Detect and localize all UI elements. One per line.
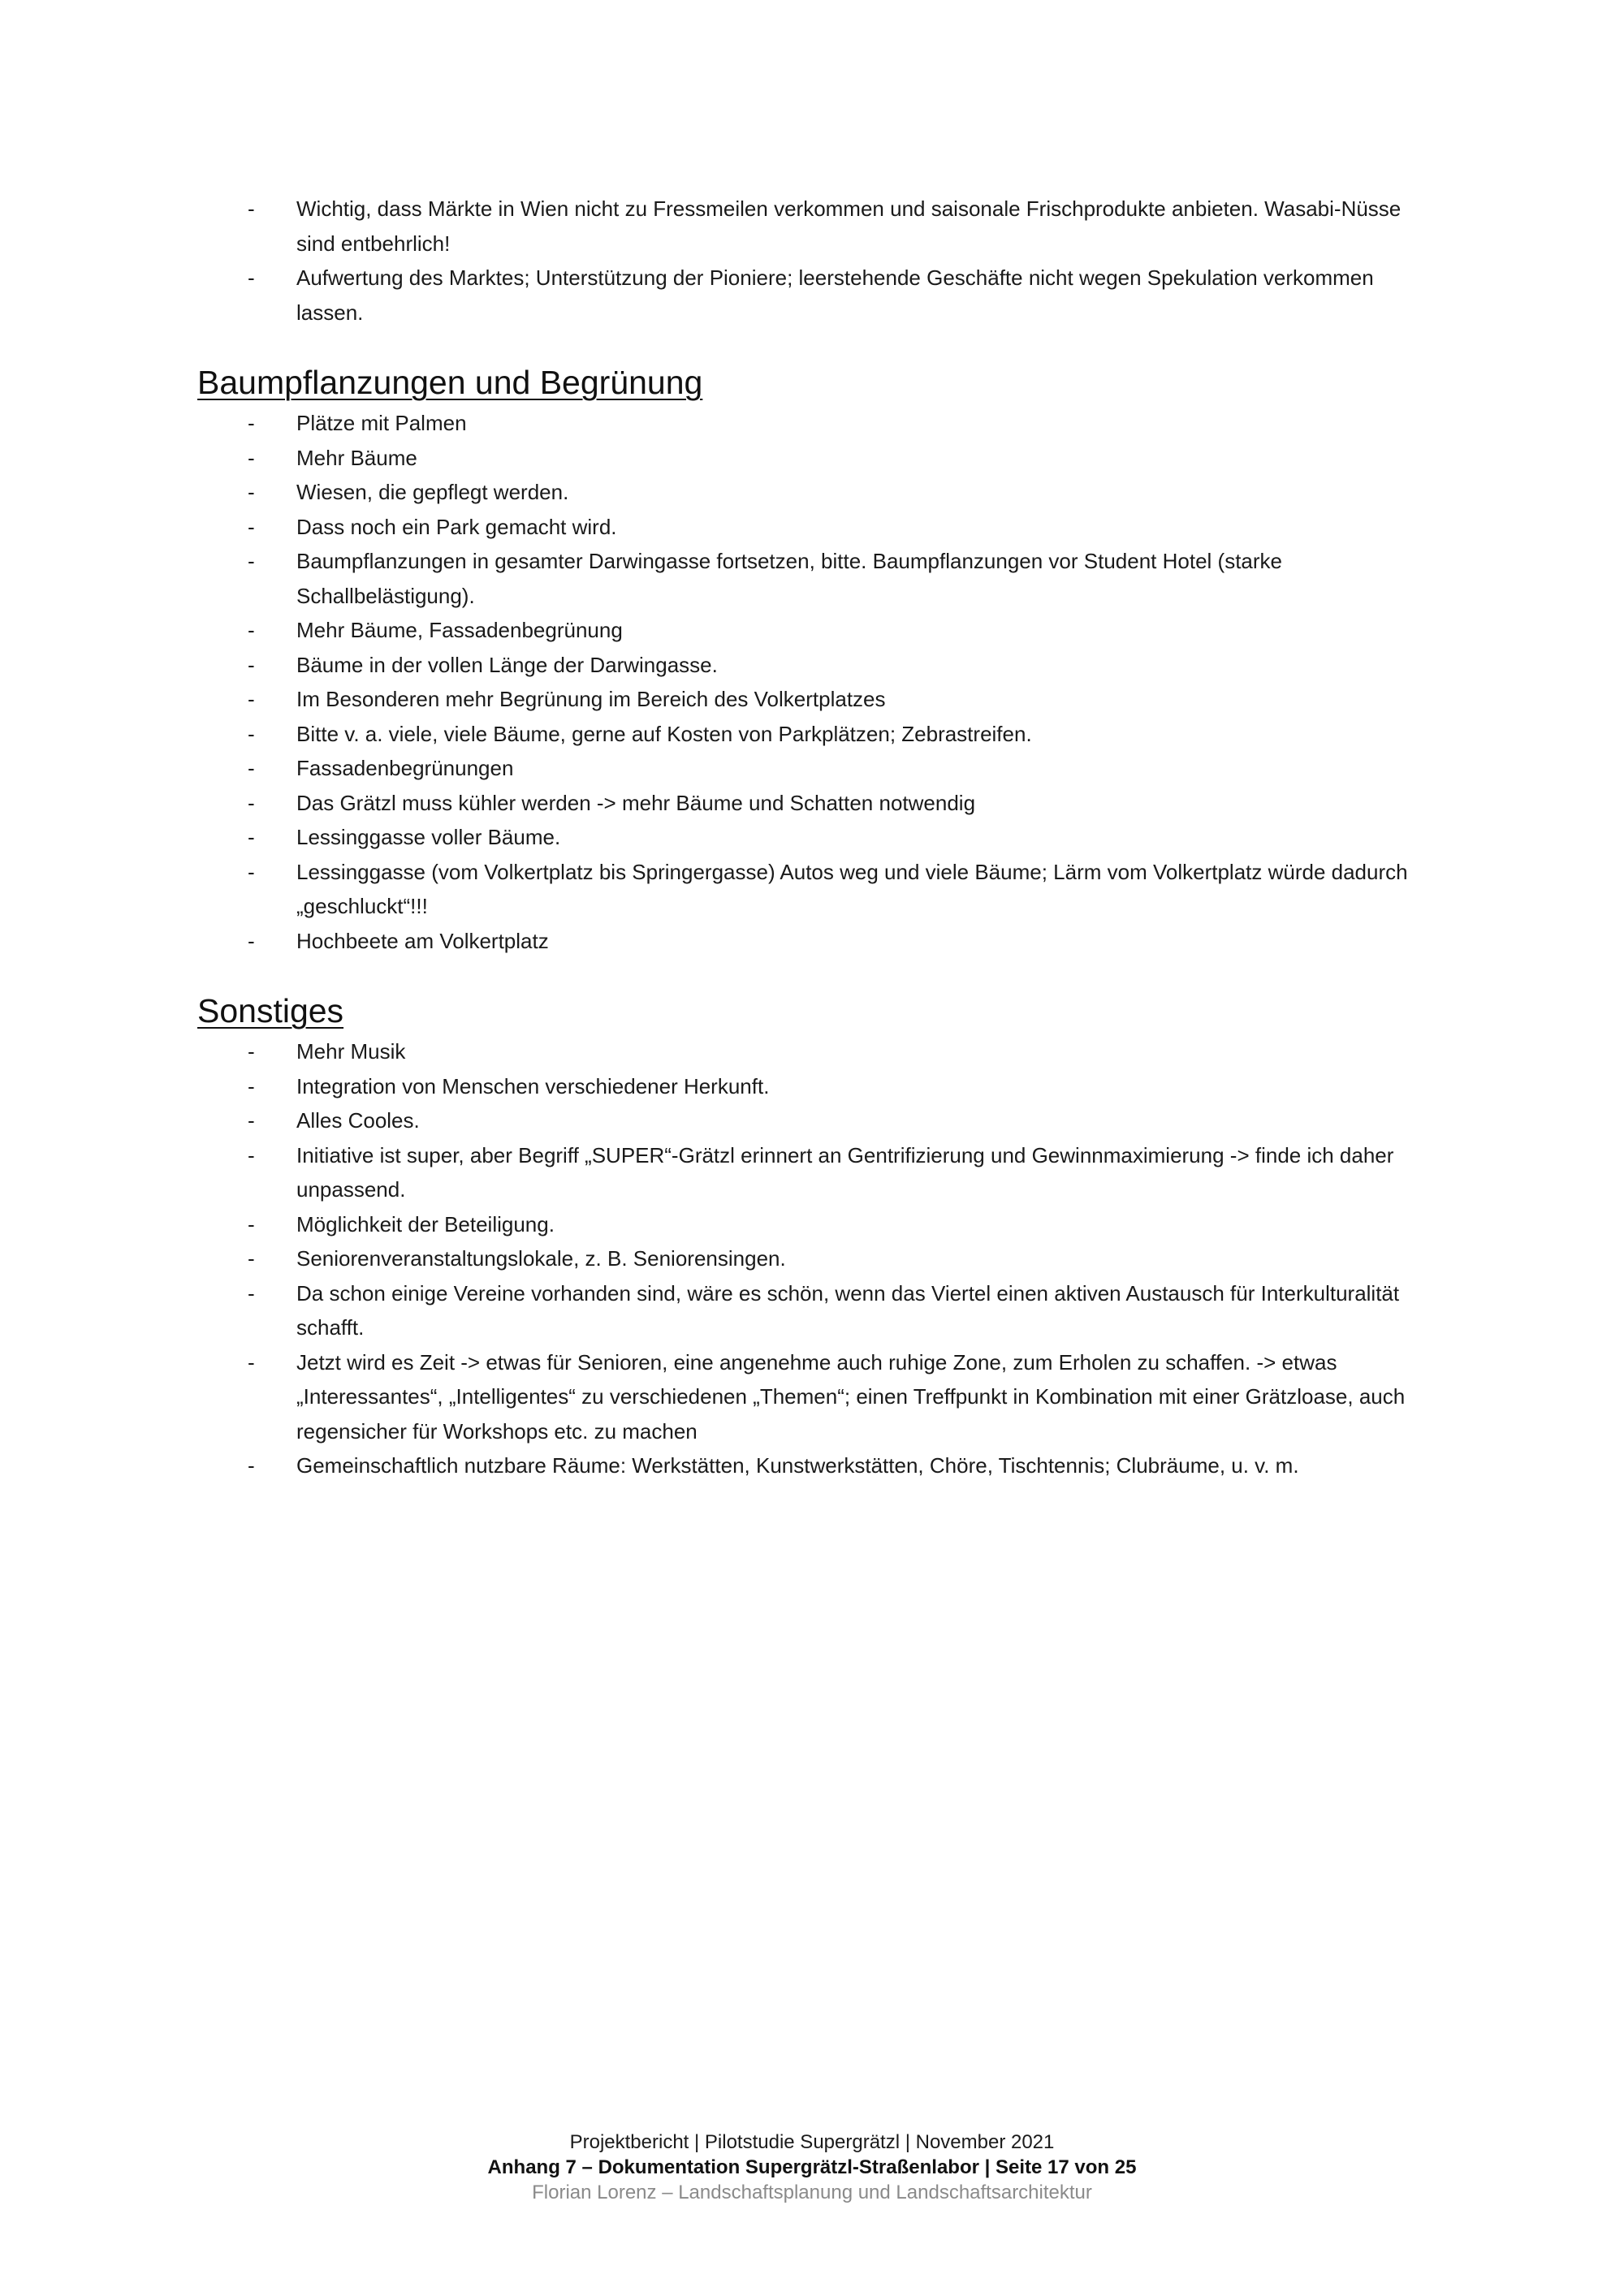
list-item: - Bäume in der vollen Länge der Darwingasse. [248, 652, 718, 677]
list-item: - Fassadenbegrünungen [248, 756, 514, 780]
list-item: - Dass noch ein Park gemacht wird. [248, 514, 617, 539]
list-item-text: Lessinggasse (vom Volkertplatz bis Springergasse) Autos weg und viele Bäume; Lärm vom Volkertplatz würde dadurch „geschluckt“!!! [296, 859, 1408, 918]
list-item-text: Aufwertung des Marktes; Unterstützung der Pioniere; leerstehende Geschäfte nicht wegen Spekulation verkommen lassen. [296, 265, 1374, 325]
list-item: - Seniorenveranstaltungslokale, z. B. Seniorensingen. [248, 1246, 786, 1271]
list-item-text: Im Besonderen mehr Begrünung im Bereich des Volkertplatzes [296, 687, 886, 711]
list-item-text: Bäume in der vollen Länge der Darwingasse. [296, 652, 718, 677]
page-footer [0, 2130, 1624, 2205]
list-item-text: Mehr Musik [296, 1039, 406, 1064]
section-heading-sonstiges: Sonstiges [197, 992, 344, 1029]
list-item: - Gemeinschaftlich nutzbare Räume: Werkstätten, Kunstwerkstätten, Chöre, Tischtennis; Clubräume, u. v. m. [248, 1453, 1299, 1478]
list-item: - Initiative ist super, aber Begriff „SUPER“-Grätzl erinnert an Gentrifizierung und Gewinnmaximierung -> finde ich daher unpassend. [248, 1142, 1394, 1202]
list-item-text: Plätze mit Palmen [296, 411, 467, 435]
list-item: - Möglichkeit der Beteiligung. [248, 1211, 555, 1236]
list-item-text: Seniorenveranstaltungslokale, z. B. Seniorensingen. [296, 1246, 786, 1271]
list-item: - Baumpflanzungen in gesamter Darwingasse fortsetzen, bitte. Baumpflanzungen vor Student Hotel (starke Schallbelästigung). [248, 549, 1283, 608]
list-item-text: Gemeinschaftlich nutzbare Räume: Werkstätten, Kunstwerkstätten, Chöre, Tischtennis; Clubräume, u. v. m. [296, 1453, 1299, 1478]
list-item: - Jetzt wird es Zeit -> etwas für Senioren, eine angenehme auch ruhige Zone, zum Erholen zu schaffen. -> etwas „Interessantes“, „Intelligentes“ zu verschiedenen „Themen“; einen Treffpunkt in Kombination mit einer Grätzloase, auch regensicher für Workshops etc. zu machen [248, 1349, 1406, 1444]
list-item: - Wichtig, dass Märkte in Wien nicht zu Fressmeilen verkommen und saisonale Frischprodukte anbieten. Wasabi-Nüsse sind entbehrlich! [248, 196, 1402, 256]
list-item-text: Fassadenbegrünungen [296, 756, 514, 780]
list-item-text: Mehr Bäume, Fassadenbegrünung [296, 618, 623, 642]
footer-appendix-line: Anhang 7 – Dokumentation Supergrätzl-Straßenlabor | Seite 17 von 25 [487, 2156, 1137, 2178]
list-item-text: Da schon einige Vereine vorhanden sind, wäre es schön, wenn das Viertel einen aktiven Austausch für Interkulturalität schafft. [296, 1280, 1400, 1340]
list-item-text: Integration von Menschen verschiedener Herkunft. [296, 1073, 770, 1098]
list-item-text: Baumpflanzungen in gesamter Darwingasse fortsetzen, bitte. Baumpflanzungen vor Student Hotel (starke Schallbelästigung). [296, 549, 1283, 608]
baumpflanzungen-list [197, 406, 1432, 958]
list-item: - Mehr Musik [248, 1039, 406, 1064]
section-heading-baumpflanzungen: Baumpflanzungen und Begrünung [197, 364, 703, 401]
list-item-text: Das Grätzl muss kühler werden -> mehr Bäume und Schatten notwendig [296, 790, 976, 815]
list-item-text: Mehr Bäume [296, 445, 417, 470]
list-item-text: Wichtig, dass Märkte in Wien nicht zu Fressmeilen verkommen und saisonale Frischprodukte anbieten. Wasabi-Nüsse sind entbehrlich! [296, 196, 1402, 256]
sonstiges-list [197, 1034, 1432, 1483]
list-item: - Lessinggasse voller Bäume. [248, 825, 561, 849]
list-item-text: Dass noch ein Park gemacht wird. [296, 514, 617, 539]
footer-author-line: Florian Lorenz – Landschaftsplanung und Landschaftsarchitektur [532, 2182, 1092, 2203]
list-item-text: Alles Cooles. [296, 1108, 420, 1133]
list-item-text: Bitte v. a. viele, viele Bäume, gerne auf Kosten von Parkplätzen; Zebrastreifen. [296, 721, 1032, 746]
list-item-text: Möglichkeit der Beteiligung. [296, 1211, 555, 1236]
list-item: - Alles Cooles. [248, 1108, 420, 1133]
list-item: - Lessinggasse (vom Volkertplatz bis Springergasse) Autos weg und viele Bäume; Lärm vom Volkertplatz würde dadurch „geschluckt“!!! [248, 859, 1408, 918]
list-item: - Das Grätzl muss kühler werden -> mehr Bäume und Schatten notwendig [248, 790, 976, 815]
list-item-text: Hochbeete am Volkertplatz [296, 928, 549, 953]
page-content [197, 192, 1432, 1483]
list-item: - Mehr Bäume, Fassadenbegrünung [248, 618, 623, 642]
list-item-text: Wiesen, die gepflegt werden. [296, 480, 569, 504]
list-item: - Integration von Menschen verschiedener Herkunft. [248, 1073, 770, 1098]
list-item-text: Initiative ist super, aber Begriff „SUPER“-Grätzl erinnert an Gentrifizierung und Gewinnmaximierung -> finde ich daher unpassend. [296, 1142, 1394, 1202]
list-item: - Mehr Bäume [248, 445, 417, 470]
list-item-text: Jetzt wird es Zeit -> etwas für Senioren, eine angenehme auch ruhige Zone, zum Erholen zu schaffen. -> etwas „Interessantes“, „Intelligentes“ zu verschiedenen „Themen“; einen Treffpunkt in Kombination mit einer Grätzloase, auch regensicher für Workshops etc. zu machen [296, 1349, 1406, 1444]
list-item: - Wiesen, die gepflegt werden. [248, 480, 569, 504]
list-item: - Im Besonderen mehr Begrünung im Bereich des Volkertplatzes [248, 687, 886, 711]
list-item: - Hochbeete am Volkertplatz [248, 928, 549, 953]
intro-list [197, 192, 1432, 330]
list-item: - Aufwertung des Marktes; Unterstützung der Pioniere; leerstehende Geschäfte nicht wegen Spekulation verkommen lassen. [248, 265, 1374, 325]
list-item: - Bitte v. a. viele, viele Bäume, gerne auf Kosten von Parkplätzen; Zebrastreifen. [248, 721, 1032, 746]
footer-report-line: Projektbericht | Pilotstudie Supergrätzl | November 2021 [569, 2131, 1055, 2153]
list-item-text: Lessinggasse voller Bäume. [296, 825, 561, 849]
list-item: - Da schon einige Vereine vorhanden sind, wäre es schön, wenn das Viertel einen aktiven Austausch für Interkulturalität schafft. [248, 1280, 1400, 1340]
list-item: - Plätze mit Palmen [248, 411, 467, 435]
